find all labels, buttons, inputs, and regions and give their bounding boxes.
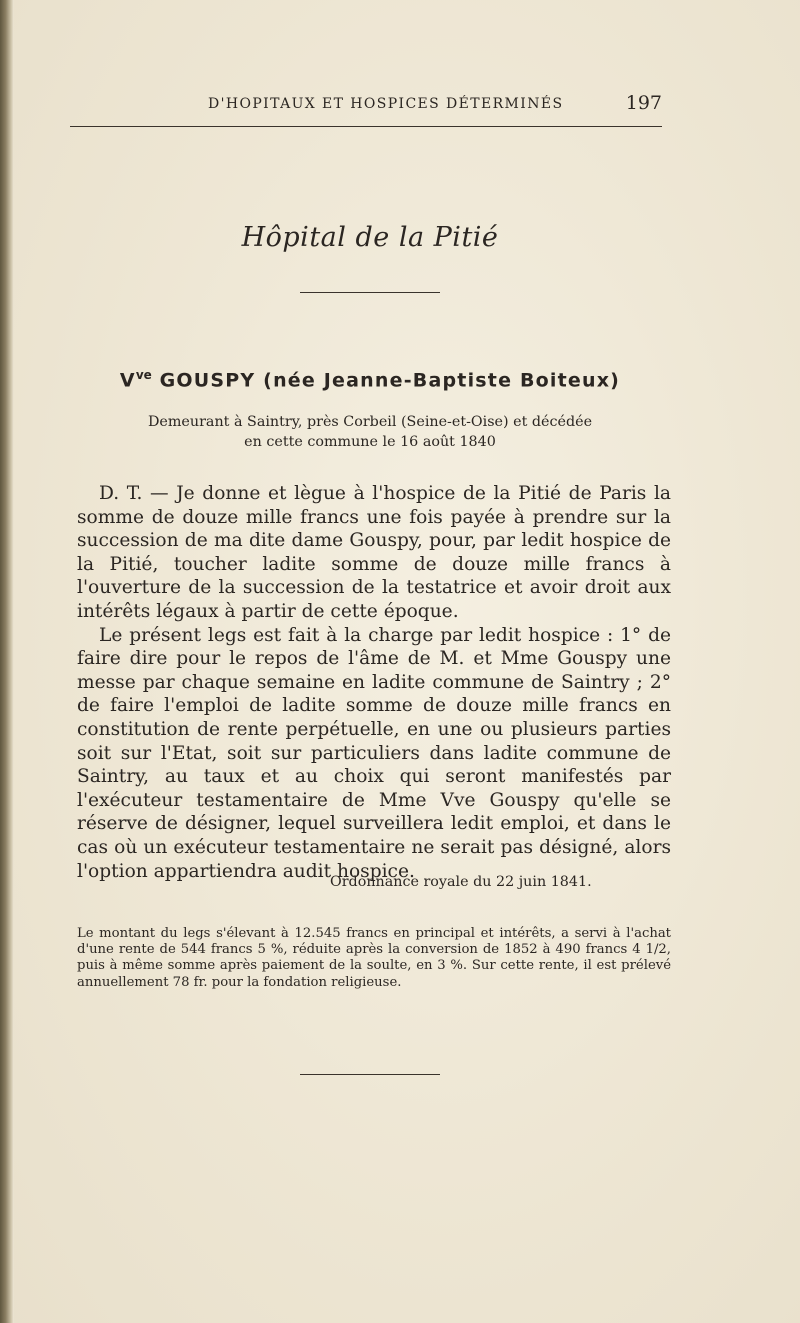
residence-note (110, 412, 630, 452)
title-separator-rule (300, 292, 440, 293)
running-header (70, 92, 662, 120)
person-heading (0, 368, 740, 391)
person-name: GOUSPY (née Jeanne-Baptiste Boiteux) (159, 369, 621, 392)
page-edge-shadow (0, 0, 14, 1323)
ordonnance-line: Ordonnance royale du 22 juin 1841. (330, 874, 592, 890)
paragraph-2: Le présent legs est fait à la charge par ledit hospice : 1° de faire dire pour le repos de l'âme de M. et Mme Gouspy une messe par chaque semaine en ladite commune de Saintry ; 2° de faire l'emploi de ladite somme de douze mille francs en constitution de rente perpétuelle, en une ou plusieurs parties soit sur l'Etat, soit sur particuliers dans ladite commune de Saintry, au taux et au choix qui seront manifestés par l'exécuteur testamentaire de Mme Vve Gouspy qu'elle se réserve de désigner, lequel surveillera ledit emploi, et dans le cas où un exécuteur testamentaire ne serait pas désigné, alors l'option appartiendra audit hospice. (77, 624, 671, 882)
residence-line-1: Demeurant à Saintry, près Corbeil (Seine-et-Oise) et décédée (147, 414, 593, 430)
closing-rule (300, 1074, 440, 1075)
financial-note: Le montant du legs s'élevant à 12.545 francs en principal et intérêts, a servi à l'achat d'une rente de 544 francs 5 %, réduite après la conversion de 1852 à 490 francs 4 1/2, puis à même somme après paiement de la soulte, en 3 %. Sur cette rente, il est prélevé annuellement 78 fr. pour la fondation religieuse. (77, 926, 671, 990)
hospital-title: Hôpital de la Pitié (241, 222, 499, 253)
testament-text (77, 482, 671, 883)
residence-line-2: en cette commune le 16 août 1840 (244, 434, 496, 450)
running-title: D'HOPITAUX ET HOSPICES DÉTERMINÉS (208, 96, 564, 112)
header-rule (70, 126, 662, 127)
page-number: 197 (625, 92, 662, 114)
title-suffix: ve (135, 368, 152, 382)
paragraph-1: D. T. — Je donne et lègue à l'hospice de la Pitié de Paris la somme de douze mille francs une fois payée à prendre sur la succession de ma dite dame Gouspy, pour, par ledit hospice de la Pitié, toucher ladite somme de douze mille francs à l'ouverture de la succession de la testatrice et avoir droit aux intérêts légaux à partir de cette époque. (77, 483, 671, 622)
title-prefix: V (119, 369, 136, 392)
